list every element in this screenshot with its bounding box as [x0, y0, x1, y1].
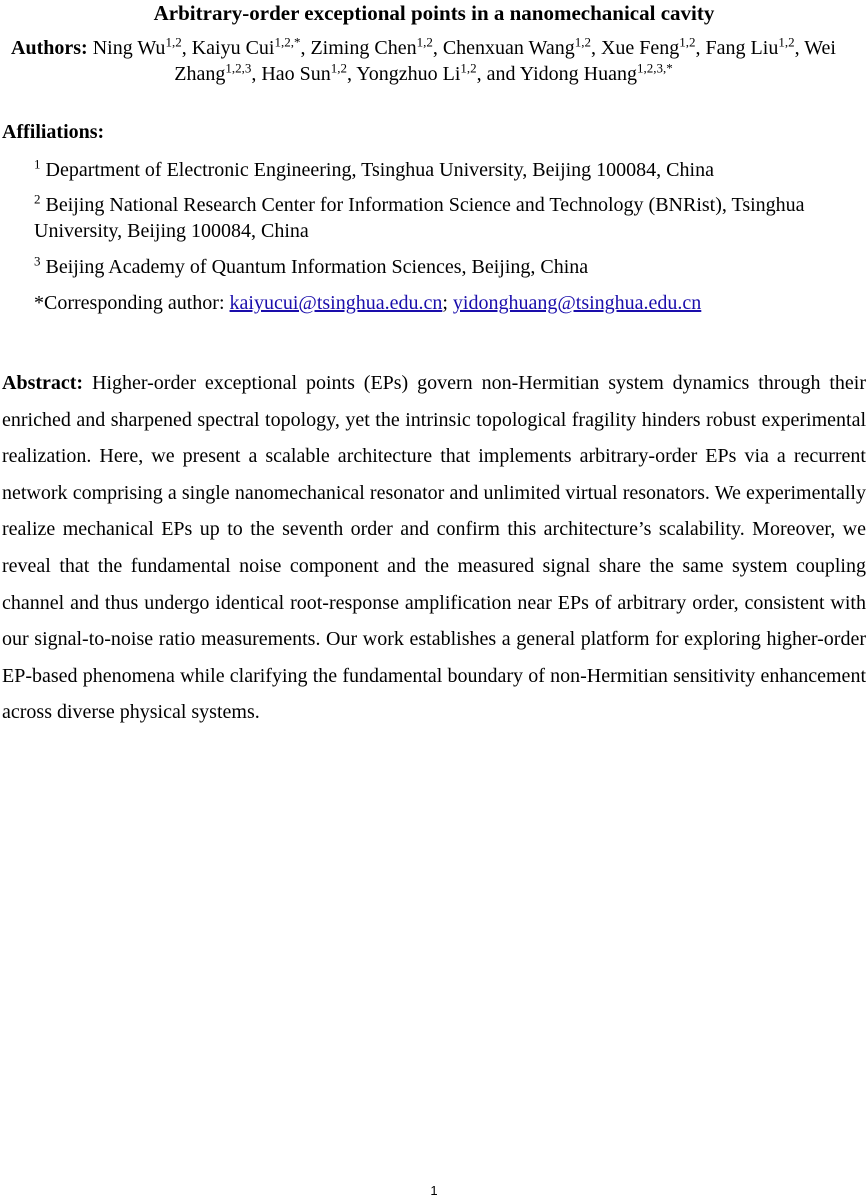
- author-affiliation-marker: 1,2: [778, 34, 795, 50]
- author-name: Kaiyu Cui: [191, 37, 275, 59]
- author-separator: ,: [181, 37, 192, 59]
- author-name: Chenxuan Wang: [442, 37, 575, 59]
- author-name: Hao Sun: [261, 63, 331, 85]
- author-separator: ,: [432, 37, 443, 59]
- affiliation-text: Department of Electronic Engineering, Tsinghua University, Beijing 100084, China: [45, 159, 714, 181]
- author-affiliation-marker: 1,2: [679, 34, 696, 50]
- author-name: Wei Zhang: [174, 37, 836, 85]
- affiliation-text: Beijing National Research Center for Information Science and Technology (BNRist), Tsinghua University, Beijing 100084, China: [34, 194, 805, 242]
- author-affiliation-marker: 1,2: [416, 34, 433, 50]
- abstract-text: Higher-order exceptional points (EPs) govern non-Hermitian system dynamics through their enriched and sharpened spectral topology, yet the intrinsic topological fragility hinders robust experimental realization. Here, we present a scalable architecture that implements arbitrary-order EPs via a recurrent network comprising a single nanomechanical resonator and unlimited virtual resonators. We experimentally realize mechanical EPs up to the seventh order and confirm this architecture’s scalability. Moreover, we reveal that the fundamental noise component and the measured signal share the same system coupling channel and thus undergo identical root-response amplification near EPs of arbitrary order, consistent with our signal-to-noise ratio measurements. Our work establishes a general platform for exploring higher-order EP-based phenomena while clarifying the fundamental boundary of non-Hermitian sensitivity enhancement across diverse physical systems.: [2, 372, 866, 724]
- authors-label: Authors:: [11, 37, 88, 59]
- author-affiliation-marker: 1,2: [574, 34, 591, 50]
- author-separator: ,: [347, 63, 357, 85]
- author-separator: ,: [695, 37, 706, 59]
- affiliation-number: 2: [34, 191, 41, 207]
- author-name: Fang Liu: [705, 37, 779, 59]
- affiliation-3: [34, 254, 834, 280]
- author-affiliation-marker: 1,2: [460, 60, 477, 76]
- author-name: Ziming Chen: [310, 37, 417, 59]
- email-link-yidonghuang[interactable]: yidonghuang@tsinghua.edu.cn: [452, 292, 702, 314]
- page-number: 1: [430, 1183, 438, 1198]
- affiliation-2: [34, 192, 834, 244]
- author-affiliation-marker: 1,2,3,*: [637, 60, 673, 76]
- author-name: Yidong Huang: [519, 63, 637, 85]
- author-affiliation-marker: 1,2,*: [274, 34, 301, 50]
- author-separator: , and: [476, 63, 520, 85]
- affiliation-1: [34, 157, 834, 183]
- author-name: Xue Feng: [600, 37, 680, 59]
- author-affiliation-marker: 1,2: [165, 34, 182, 50]
- affiliation-number: 1: [34, 156, 41, 172]
- author-separator: ,: [300, 37, 311, 59]
- paper-title: Arbitrary-order exceptional points in a nanomechanical cavity: [153, 1, 715, 25]
- author-separator: ,: [794, 37, 805, 59]
- corresponding-label: *Corresponding author:: [34, 292, 230, 314]
- email-link-kaiyucui[interactable]: kaiyucui@tsinghua.edu.cn: [229, 292, 443, 314]
- author-list: [2, 35, 845, 87]
- affiliation-text: Beijing Academy of Quantum Information Sciences, Beijing, China: [45, 256, 589, 278]
- author-name: Ning Wu: [92, 37, 166, 59]
- abstract-label: Abstract:: [2, 372, 84, 394]
- abstract: [2, 365, 866, 731]
- author-name: Yongzhuo Li: [356, 63, 461, 85]
- author-affiliation-marker: 1,2: [330, 60, 348, 76]
- affiliation-number: 3: [34, 253, 41, 269]
- affiliations-heading: Affiliations:: [2, 121, 105, 143]
- author-affiliation-marker: 1,2,3: [225, 60, 252, 76]
- corresponding-author: [34, 290, 834, 316]
- author-separator: ,: [251, 63, 262, 85]
- author-separator: ,: [590, 37, 601, 59]
- email-separator: ;: [442, 292, 453, 314]
